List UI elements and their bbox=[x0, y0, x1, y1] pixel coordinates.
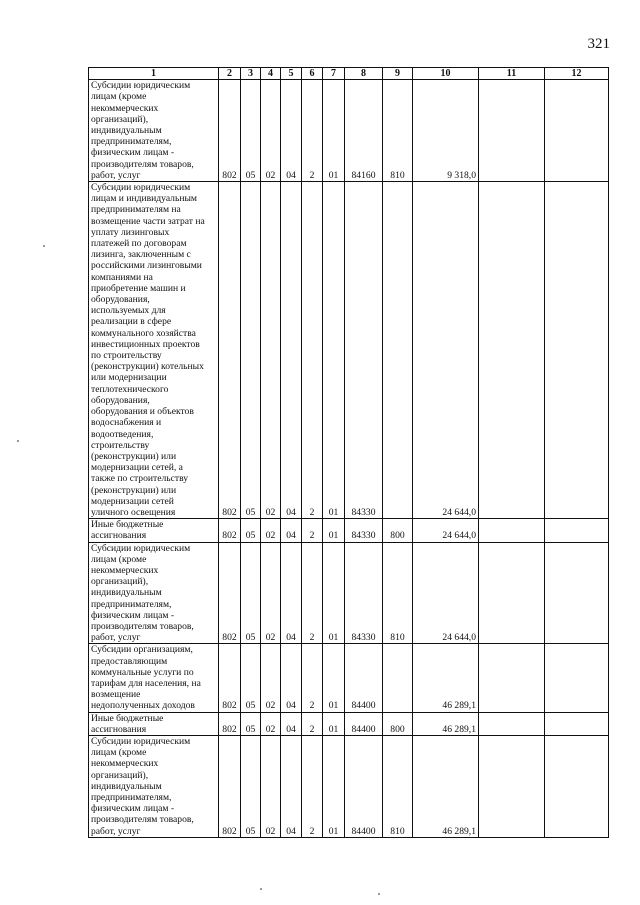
column-11 bbox=[479, 80, 545, 182]
event-code: 01 bbox=[323, 519, 345, 542]
subsection-code: 02 bbox=[261, 644, 281, 712]
admin-code: 802 bbox=[219, 80, 241, 182]
direction-code: 84330 bbox=[345, 542, 383, 644]
program-code: 04 bbox=[281, 644, 302, 712]
scan-speck bbox=[378, 893, 380, 895]
amount: 46 289,1 bbox=[413, 644, 479, 712]
table-row bbox=[89, 542, 609, 644]
scan-speck bbox=[17, 440, 19, 442]
expense-type-code: 810 bbox=[383, 542, 413, 644]
column-header: 12 bbox=[545, 68, 609, 80]
expense-type-code bbox=[383, 644, 413, 712]
row-name: Субсидии юридическим лицам (кроме некоммерческих организаций), индивидуальным предпринимателям, физическим лицам - производителям товаров, работ, услуг bbox=[89, 542, 219, 644]
subprogram-code: 2 bbox=[302, 182, 323, 519]
budget-table bbox=[88, 67, 609, 838]
amount: 24 644,0 bbox=[413, 542, 479, 644]
column-11 bbox=[479, 182, 545, 519]
program-code: 04 bbox=[281, 712, 302, 735]
section-code: 05 bbox=[241, 712, 261, 735]
column-11 bbox=[479, 735, 545, 837]
subprogram-code: 2 bbox=[302, 712, 323, 735]
table-row bbox=[89, 182, 609, 519]
direction-code: 84400 bbox=[345, 644, 383, 712]
admin-code: 802 bbox=[219, 644, 241, 712]
event-code: 01 bbox=[323, 712, 345, 735]
expense-type-code: 810 bbox=[383, 735, 413, 837]
subprogram-code: 2 bbox=[302, 80, 323, 182]
section-code: 05 bbox=[241, 542, 261, 644]
subprogram-code: 2 bbox=[302, 519, 323, 542]
program-code: 04 bbox=[281, 182, 302, 519]
column-11 bbox=[479, 519, 545, 542]
program-code: 04 bbox=[281, 542, 302, 644]
subprogram-code: 2 bbox=[302, 542, 323, 644]
section-code: 05 bbox=[241, 519, 261, 542]
row-name: Иные бюджетные ассигнования bbox=[89, 712, 219, 735]
table-header-row bbox=[89, 68, 609, 80]
direction-code: 84330 bbox=[345, 182, 383, 519]
admin-code: 802 bbox=[219, 735, 241, 837]
column-header: 4 bbox=[261, 68, 281, 80]
column-header: 1 bbox=[89, 68, 219, 80]
admin-code: 802 bbox=[219, 542, 241, 644]
table-row bbox=[89, 735, 609, 837]
event-code: 01 bbox=[323, 182, 345, 519]
column-header: 8 bbox=[345, 68, 383, 80]
column-header: 3 bbox=[241, 68, 261, 80]
amount: 46 289,1 bbox=[413, 712, 479, 735]
column-12 bbox=[545, 712, 609, 735]
expense-type-code bbox=[383, 182, 413, 519]
expense-type-code: 810 bbox=[383, 80, 413, 182]
table-row bbox=[89, 519, 609, 542]
row-name: Субсидии организациям, предоставляющим коммунальные услуги по тарифам для населения, на возмещение недополученных доходов bbox=[89, 644, 219, 712]
event-code: 01 bbox=[323, 644, 345, 712]
scan-speck bbox=[260, 888, 262, 890]
column-12 bbox=[545, 542, 609, 644]
amount: 46 289,1 bbox=[413, 735, 479, 837]
program-code: 04 bbox=[281, 735, 302, 837]
column-11 bbox=[479, 644, 545, 712]
table-row bbox=[89, 80, 609, 182]
column-12 bbox=[545, 735, 609, 837]
event-code: 01 bbox=[323, 80, 345, 182]
column-12 bbox=[545, 80, 609, 182]
subsection-code: 02 bbox=[261, 542, 281, 644]
subsection-code: 02 bbox=[261, 182, 281, 519]
section-code: 05 bbox=[241, 80, 261, 182]
direction-code: 84330 bbox=[345, 519, 383, 542]
section-code: 05 bbox=[241, 644, 261, 712]
table-row bbox=[89, 712, 609, 735]
row-name: Иные бюджетные ассигнования bbox=[89, 519, 219, 542]
subsection-code: 02 bbox=[261, 519, 281, 542]
amount: 24 644,0 bbox=[413, 519, 479, 542]
subsection-code: 02 bbox=[261, 712, 281, 735]
column-header: 5 bbox=[281, 68, 302, 80]
column-12 bbox=[545, 519, 609, 542]
page-number: 321 bbox=[587, 36, 610, 52]
row-name: Субсидии юридическим лицам и индивидуальным предпринимателям на возмещение части затрат на уплату лизинговых платежей по договорам лизинга, заключенным с российскими лизинговыми компаниями на приобретение машин и оборудования, используемых для реализации в сфере коммунального хозяйства инвестиционных проектов по строительству (реконструкции) котельных или модернизации теплотехнического оборудования, оборудования и объектов водоснабжения и водоотведения, строительству (реконструкции) или модернизации сетей, а также по строительству (реконструкции) или модернизации сетей уличного освещения bbox=[89, 182, 219, 519]
event-code: 01 bbox=[323, 735, 345, 837]
column-header: 7 bbox=[323, 68, 345, 80]
column-header: 11 bbox=[479, 68, 545, 80]
event-code: 01 bbox=[323, 542, 345, 644]
expense-type-code: 800 bbox=[383, 712, 413, 735]
subprogram-code: 2 bbox=[302, 644, 323, 712]
row-name: Субсидии юридическим лицам (кроме некоммерческих организаций), индивидуальным предпринимателям, физическим лицам - производителям товаров, работ, услуг bbox=[89, 735, 219, 837]
row-name: Субсидии юридическим лицам (кроме некоммерческих организаций), индивидуальным предпринимателям, физическим лицам - производителям товаров, работ, услуг bbox=[89, 80, 219, 182]
program-code: 04 bbox=[281, 80, 302, 182]
column-header: 6 bbox=[302, 68, 323, 80]
amount: 24 644,0 bbox=[413, 182, 479, 519]
subsection-code: 02 bbox=[261, 80, 281, 182]
direction-code: 84160 bbox=[345, 80, 383, 182]
scan-speck bbox=[43, 245, 45, 247]
section-code: 05 bbox=[241, 735, 261, 837]
table-row bbox=[89, 644, 609, 712]
column-header: 9 bbox=[383, 68, 413, 80]
column-header: 2 bbox=[219, 68, 241, 80]
column-12 bbox=[545, 644, 609, 712]
program-code: 04 bbox=[281, 519, 302, 542]
admin-code: 802 bbox=[219, 519, 241, 542]
column-11 bbox=[479, 712, 545, 735]
column-11 bbox=[479, 542, 545, 644]
direction-code: 84400 bbox=[345, 712, 383, 735]
admin-code: 802 bbox=[219, 182, 241, 519]
column-12 bbox=[545, 182, 609, 519]
amount: 9 318,0 bbox=[413, 80, 479, 182]
column-header: 10 bbox=[413, 68, 479, 80]
expense-type-code: 800 bbox=[383, 519, 413, 542]
admin-code: 802 bbox=[219, 712, 241, 735]
direction-code: 84400 bbox=[345, 735, 383, 837]
subprogram-code: 2 bbox=[302, 735, 323, 837]
subsection-code: 02 bbox=[261, 735, 281, 837]
section-code: 05 bbox=[241, 182, 261, 519]
